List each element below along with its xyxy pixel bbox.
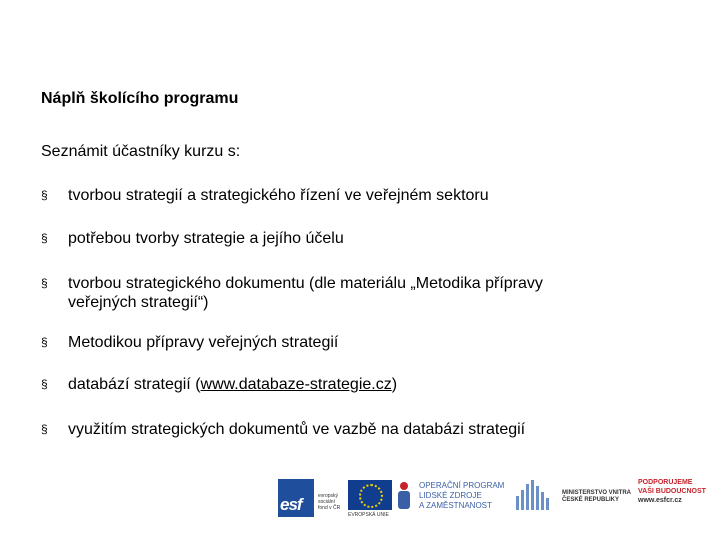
opz-line3: A ZAMĚSTNANOST <box>419 501 492 510</box>
bullet-icon: § <box>41 422 48 436</box>
bullet-item <box>41 274 611 312</box>
esf-logo <box>278 479 314 517</box>
bullet-text: Metodikou přípravy veřejných strategií <box>68 334 339 351</box>
bullet-item <box>41 375 661 394</box>
bullet-item <box>41 229 661 248</box>
database-link[interactable]: www.databaze-strategie.cz <box>200 376 392 393</box>
ministry-line2: ČESKÉ REPUBLIKY <box>562 497 620 503</box>
opz-line2: LIDSKÉ ZDROJE <box>419 491 482 500</box>
slogan-line1: PODPORUJEME <box>638 479 693 486</box>
esf-logo-text: esf <box>280 495 302 514</box>
bullet-text <box>68 375 661 394</box>
bullet-icon: § <box>41 335 48 349</box>
intro-text: Seznámit účastníky kurzu s: <box>41 143 241 160</box>
opz-logo <box>395 481 515 517</box>
slogan-url: www.esfcr.cz <box>638 497 682 504</box>
slogan-line2: VAŠI BUDOUCNOST <box>638 488 706 495</box>
esf-caption: evropský sociální fond v ČR <box>318 493 341 511</box>
bullet-icon: § <box>41 231 48 245</box>
ministry-bars-icon <box>516 480 556 510</box>
bullet-icon: § <box>41 377 48 391</box>
slogan-block <box>638 478 718 505</box>
bullet-item <box>41 420 661 439</box>
footer-logos <box>278 475 718 523</box>
bullet-icon: § <box>41 276 48 290</box>
slide-title: Náplň školícího programu <box>41 90 239 107</box>
bullet-item <box>41 333 661 352</box>
bullet-text: tvorbou strategického dokumentu (dle materiálu „Metodika přípravy veřejných strategií“) <box>68 275 543 311</box>
eu-caption: EVROPSKÁ UNIE <box>348 512 389 518</box>
ministry-line1: MINISTERSTVO VNITRA <box>562 490 632 496</box>
bullet-text: potřebou tvorby strategie a jejího účelu <box>68 230 344 247</box>
bullet-item <box>41 186 661 205</box>
eu-flag-icon <box>348 480 392 510</box>
bullet-text: využitím strategických dokumentů ve vazbě na databázi strategií <box>68 421 526 438</box>
person-icon <box>395 481 413 511</box>
bullet-icon: § <box>41 188 48 202</box>
bullet-text-before: databází strategií ( <box>68 376 201 393</box>
bullet-text: tvorbou strategií a strategického řízení ve veřejném sektoru <box>68 187 489 204</box>
bullet-text-after: ) <box>391 376 398 393</box>
ministry-logo <box>516 480 636 516</box>
opz-line1: OPERAČNÍ PROGRAM <box>419 481 505 490</box>
